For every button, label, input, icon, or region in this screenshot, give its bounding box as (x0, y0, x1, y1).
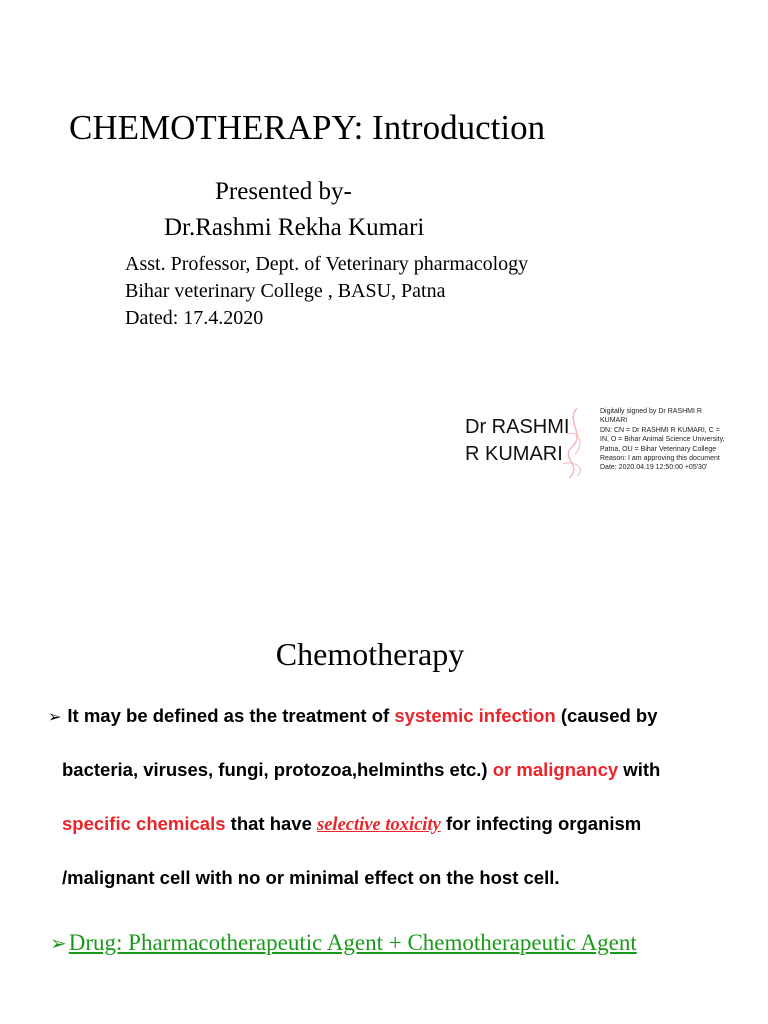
highlight-specific-chemicals: specific chemicals (62, 813, 226, 834)
section-title: Chemotherapy (275, 636, 465, 672)
signature-detail-line: KUMARI (600, 417, 628, 425)
bullet-arrow-icon: ➢ (48, 709, 62, 726)
drug-definition-link[interactable]: Drug: Pharmacotherapeutic Agent + Chemotherapeutic Agent (68, 930, 637, 955)
presented-by-label: Presented by- (215, 178, 352, 205)
slide-title: CHEMOTHERAPY: Introduction (69, 108, 546, 147)
signature-detail-line: Date: 2020.04.19 12:50:00 +05'30' (600, 464, 708, 472)
definition-text: that have (225, 813, 318, 834)
highlight-malignancy: or malignancy (492, 759, 619, 780)
affiliation-college: Bihar veterinary College , BASU, Patna (125, 280, 446, 302)
definition-text: bacteria, viruses, fungi, protozoa,helminths etc.) (62, 759, 493, 780)
definition-line-1 (48, 705, 658, 727)
signature-detail-line: Patna, OU = Bihar Veterinary College (600, 445, 717, 453)
signature-details (600, 407, 750, 473)
signature-detail-line: DN: CN = Dr RASHMI R KUMARI, C = (600, 426, 720, 434)
definition-text: for infecting organism (440, 813, 642, 834)
highlight-systemic-infection: systemic infection (394, 705, 556, 726)
definition-line-3 (62, 813, 641, 836)
signature-mark-icon (557, 404, 597, 482)
signature-name-line1: Dr RASHMI (465, 416, 570, 438)
signature-name (465, 414, 569, 468)
drug-definition (50, 930, 637, 956)
signature-detail-line: Reason: I am approving this document (600, 455, 720, 463)
signature-name-line2: R KUMARI (465, 443, 563, 465)
definition-line-2 (62, 759, 660, 781)
definition-text: with (618, 759, 661, 780)
affiliation-date: Dated: 17.4.2020 (125, 307, 264, 329)
highlight-selective-toxicity: selective toxicity (317, 815, 441, 835)
affiliation-position: Asst. Professor, Dept. of Veterinary pharmacology (125, 253, 529, 275)
definition-text: (caused by (555, 705, 658, 726)
definition-line-4: /malignant cell with no or minimal effect on the host cell. (62, 867, 560, 888)
signature-detail-line: Digitally signed by Dr RASHMI R (600, 408, 702, 415)
definition-text: It may be defined as the treatment of (67, 705, 395, 726)
presenter-name: Dr.Rashmi Rekha Kumari (164, 214, 425, 241)
signature-detail-line: IN, O = Bihar Animal Science University, (600, 436, 725, 444)
bullet-arrow-icon: ➢ (50, 933, 67, 955)
digital-signature[interactable] (462, 404, 752, 484)
